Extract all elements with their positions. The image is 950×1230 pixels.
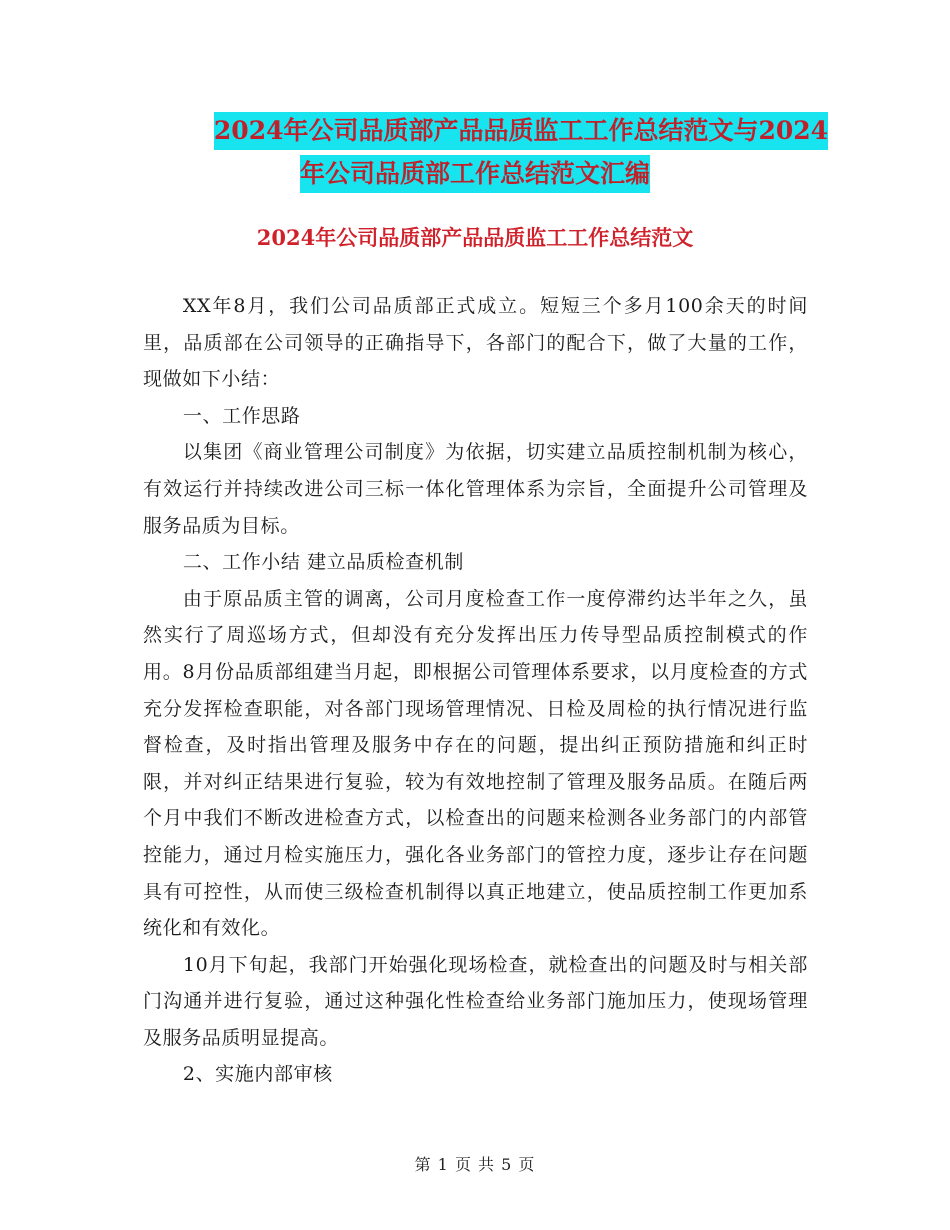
paragraph-work-ideas: 以集团《商业管理公司制度》为依据，切实建立品质控制机制为核心，有效运行并持续改进公司三标一体化管理体系为宗旨，全面提升公司管理及服务品质为目标。 xyxy=(143,441,808,537)
heading-internal-audit: 2、实施内部审核 xyxy=(182,1063,333,1086)
document-title-line-1 xyxy=(0,112,950,150)
section-title: 2024年公司品质部产品品质监工工作总结范文 xyxy=(256,225,694,250)
heading-work-ideas: 一、工作思路 xyxy=(182,404,301,427)
body-text xyxy=(143,288,808,1093)
paragraph-october: 10月下旬起，我部门开始强化现场检查，就检查出的问题及时与相关部门沟通并进行复验，通过这种强化性检查给业务部门施加压力，使现场管理及服务品质明显提高。 xyxy=(143,953,808,1049)
page-footer: 第 1 页 共 5 页 xyxy=(414,1155,536,1174)
heading-work-summary: 二、工作小结 建立品质检查机制 xyxy=(182,551,464,574)
title-highlight: 2024年公司品质部产品品质监工工作总结范文与2024 xyxy=(214,112,828,150)
paragraph-inspection-mechanism: 由于原品质主管的调离，公司月度检查工作一度停滞约达半年之久，虽然实行了周巡场方式，但却没有充分发挥出压力传导型品质控制模式的作用。8月份品质部组建当月起，即根据公司管理体系要求，以月度检查的方式充分发挥检查职能，对各部门现场管理情况、日检及周检的执行情况进行监督检查，及时指出管理及服务中存在的问题，提出纠正预防措施和纠正时限，并对纠正结果进行复验，较为有效地控制了管理及服务品质。在随后两个月中我们不断改进检查方式，以检查出的问题来检测各业务部门的内部管控能力，通过月检实施压力，强化各业务部门的管控力度，逐步让存在问题具有可控性，从而使三级检查机制得以真正地建立，使品质控制工作更加系统化和有效化。 xyxy=(143,587,808,940)
paragraph-intro: XX年8月，我们公司品质部正式成立。短短三个多月100余天的时间里，品质部在公司领导的正确指导下，各部门的配合下，做了大量的工作，现做如下小结： xyxy=(143,295,808,391)
title-highlight: 年公司品质部工作总结范文汇编 xyxy=(300,155,650,193)
document-title-line-2 xyxy=(0,155,950,193)
